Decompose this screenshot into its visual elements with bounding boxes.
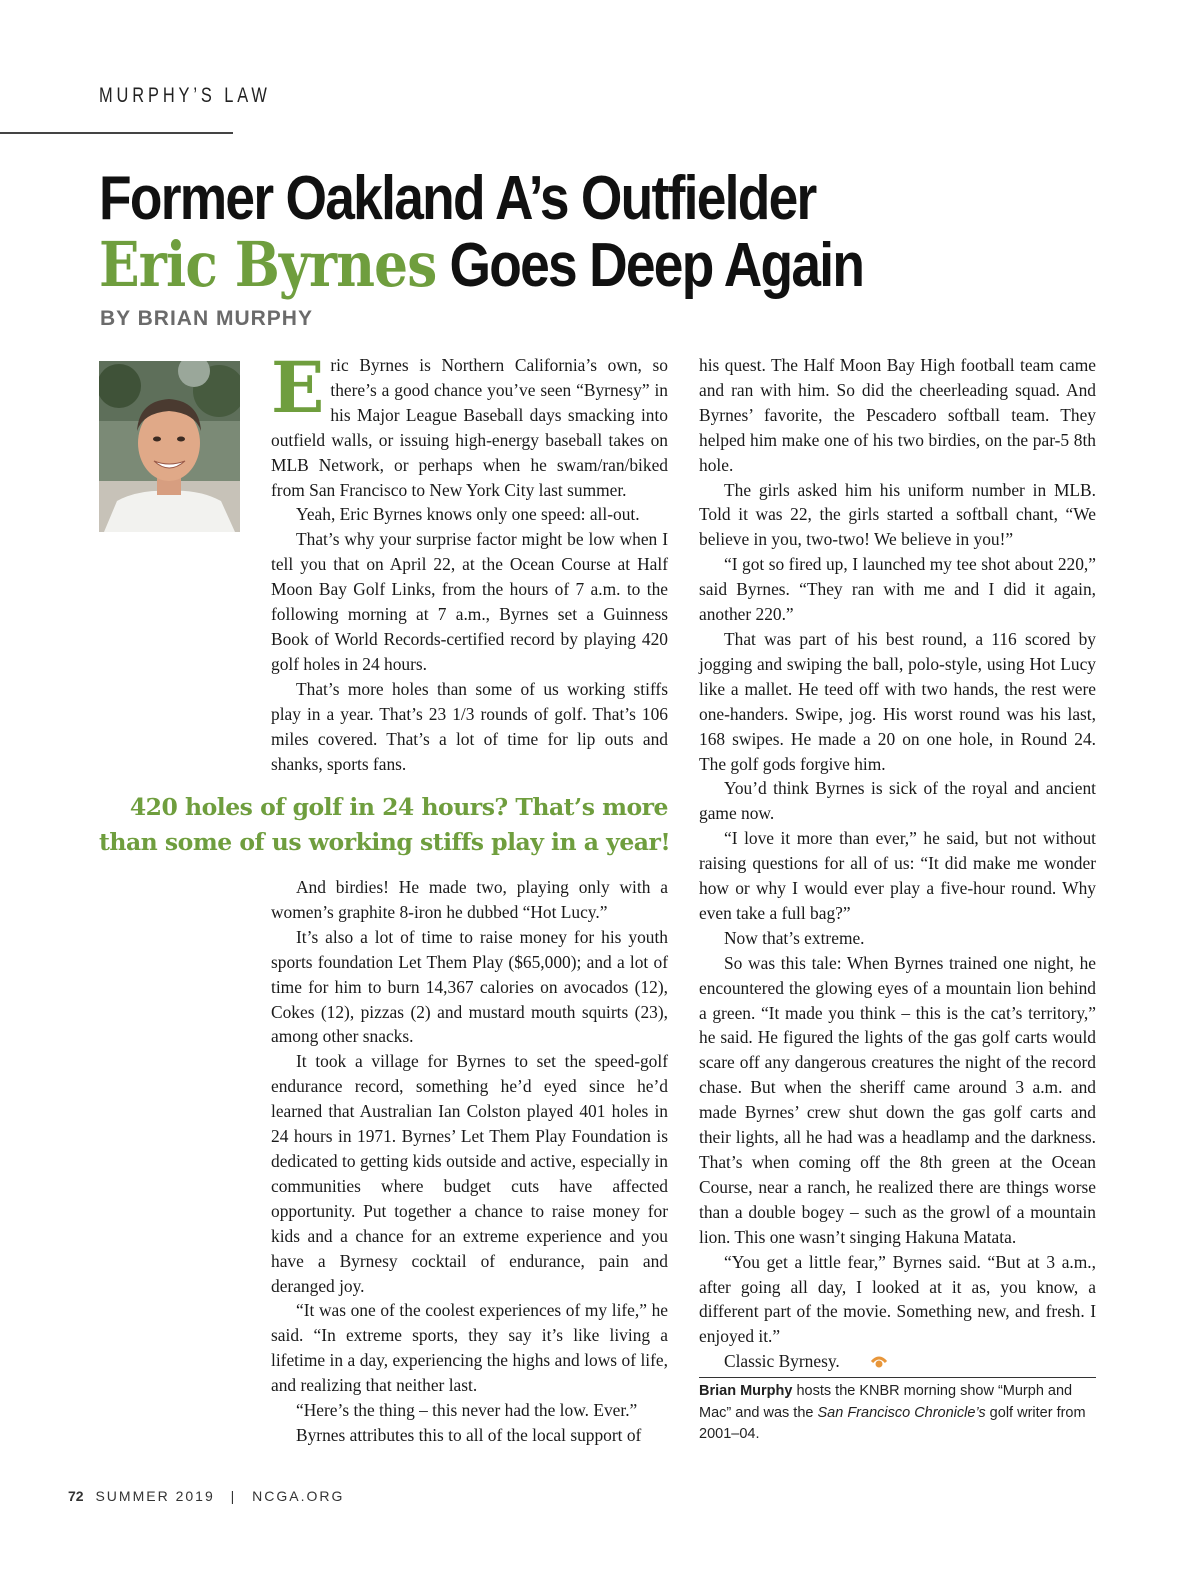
author-bio xyxy=(699,1381,1096,1446)
bio-name: Brian Murphy xyxy=(699,1383,793,1399)
page-number: 72 xyxy=(68,1488,84,1504)
bio-text-1: hosts the KNBR morning show “Murph and Mac” and was the xyxy=(699,1383,1073,1421)
page-footer xyxy=(68,1488,344,1504)
paragraph-18: So was this tale: When Byrnes trained one night, he encountered the glowing eyes of a mountain lion behind a green. “It made you think – this is the cat’s territory,” he said. He figured the lights of the gas golf carts would scare off any dangerous creatures the night of the record chase. But when the sheriff came around 3 a.m. and made Byrnes’ crew shut down the gas golf carts and their lights, all he had was a headlamp and the darkness. That’s when coming off the 8th green at the Ocean Course, near a ranch, he realized there are things worse than a double bogey – such as the growl of a mountain lion. This one wasn’t singing Hakuna Matata. xyxy=(699,952,1096,1247)
headline-line-2-rest: Goes Deep Again xyxy=(449,231,864,300)
paragraph-1-text: ric Byrnes is Northern California’s own, so there’s a good chance you’ve seen “Byrnesy” in his Major League Baseball days smacking into outfield walls, or issuing high-energy baseball takes on MLB Network, or perhaps when he swam/ran/biked from San Francisco to New York City last summer. xyxy=(271,355,668,500)
portrait-image xyxy=(99,361,240,532)
footer-website: NCGA.ORG xyxy=(252,1488,345,1504)
paragraph-2: Yeah, Eric Byrnes knows only one speed: all-out. xyxy=(296,504,640,525)
paragraph-20-text: Classic Byrnesy. xyxy=(724,1351,840,1372)
paragraph-4: That’s more holes than some of us working stiffs play in a year. That’s 23 1/3 rounds of golf. That’s 106 miles covered. That’s a lot of time for lip outs and shanks, sports fans. xyxy=(271,678,668,774)
paragraph-12: The girls asked him his uniform number in MLB. Told it was 22, the girls started a softball chant, “We believe in you, two-two! We believe in you!” xyxy=(699,479,1096,550)
paragraph-20 xyxy=(699,1349,1096,1375)
paragraph-16: “I love it more than ever,” he said, but not without raising questions for all of us: “It did make me wonder how or why I would ever play a five-hour round. Why even take a full bag?” xyxy=(699,828,1096,923)
bio-rule xyxy=(699,1377,1096,1378)
section-rule xyxy=(0,132,233,134)
pull-quote xyxy=(99,790,671,860)
pull-quote-line-1: 420 holes of golf in 24 hours? That’s more xyxy=(129,793,668,821)
bio-publication: San Francisco Chronicle’s xyxy=(817,1404,986,1421)
paragraph-10: Byrnes attributes this to all of the local support of xyxy=(296,1424,642,1445)
footer-issue: SUMMER 2019 xyxy=(95,1488,215,1504)
headline-highlight: Eric Byrnes xyxy=(99,228,437,301)
paragraph-7: It took a village for Byrnes to set the speed-golf endurance record, something he’d eyed since he’d learned that Australian Ian Colston played 401 holes in 24 hours in 1971. Byrnes’ Let Them Play Foundation is dedicated to getting kids outside and active, especially in communities where budget cuts have affected opportunity. Put together a chance to raise money for kids and a chance for an extreme experience and you have a Byrnesy cocktail of endurance, pain and deranged joy. xyxy=(271,1051,668,1296)
headline-line-1: Former Oakland A’s Outfielder xyxy=(99,164,816,233)
drop-cap: E xyxy=(271,346,325,429)
paragraph-15: You’d think Byrnes is sick of the royal and ancient game now. xyxy=(699,778,1096,824)
article-column-1-top xyxy=(271,346,668,776)
paragraph-14: That was part of his best round, a 116 scored by jogging and swiping the ball, polo-style, using Hot Lucy like a mallet. He teed off with two hands, the rest were one-handers. Swipe, jog. His worst round was his last, 168 swipes. He made a 20 on one hole, in Round 24. The golf gods forgive him. xyxy=(699,628,1096,774)
section-label: MURPHY’S LAW xyxy=(99,84,271,107)
paragraph-17: Now that’s extreme. xyxy=(724,927,865,948)
byline: BY BRIAN MURPHY xyxy=(100,307,313,330)
article-column-2 xyxy=(699,353,1096,1376)
headline-line-2 xyxy=(99,228,959,301)
paragraph-11: his quest. The Half Moon Bay High football team came and ran with him. So did the cheerleading squad. And Byrnes’ favorite, the Pescadero softball team. They helped him make one of his two birdies, on the par-5 8th hole. xyxy=(699,355,1096,475)
pull-quote-line-2: than some of us working stiffs play in a year! xyxy=(99,828,671,856)
paragraph-5: And birdies! He made two, playing only with a women’s graphite 8-iron he dubbed “Hot Lucy.” xyxy=(271,877,668,922)
paragraph-3: That’s why your surprise factor might be low when I tell you that on April 22, at the Ocean Course at Half Moon Bay Golf Links, from the hours of 7 a.m. to the following morning at 7 a.m., Byrnes set a Guinness Book of World Records-certified record by playing 420 golf holes in 24 hours. xyxy=(271,529,668,674)
paragraph-9: “Here’s the thing – this never had the low. Ever.” xyxy=(296,1400,638,1421)
article-column-1-bottom xyxy=(271,875,668,1448)
paragraph-19: “You get a little fear,” Byrnes said. “But at 3 a.m., after going all day, I looked at it as, you know, a different part of the movie. Something new, and fresh. I enjoyed it.” xyxy=(699,1251,1096,1347)
bio-text-2: golf writer from 2001–04. xyxy=(699,1404,1086,1442)
headline xyxy=(99,166,1099,299)
author-photo xyxy=(99,361,240,532)
paragraph-1 xyxy=(271,346,668,502)
paragraph-6: It’s also a lot of time to raise money for his youth sports foundation Let Them Play ($65,000); and a lot of time for him to burn 14,367 calories on avocados (12), Cokes (12), pizzas (2) and mustard mouth squirts (23), among other snacks. xyxy=(271,926,668,1047)
footer-separator: | xyxy=(230,1488,237,1504)
paragraph-8: “It was one of the coolest experiences of my life,” he said. “In extreme sports, they say it’s like living a lifetime in a day, experiencing the highs and lows of life, and realizing that neither last. xyxy=(271,1300,668,1396)
paragraph-13: “I got so fired up, I launched my tee shot about 220,” said Byrnes. “They ran with me and I did it again, another 220.” xyxy=(699,554,1096,625)
golf-ball-end-mark-icon xyxy=(844,1351,889,1376)
